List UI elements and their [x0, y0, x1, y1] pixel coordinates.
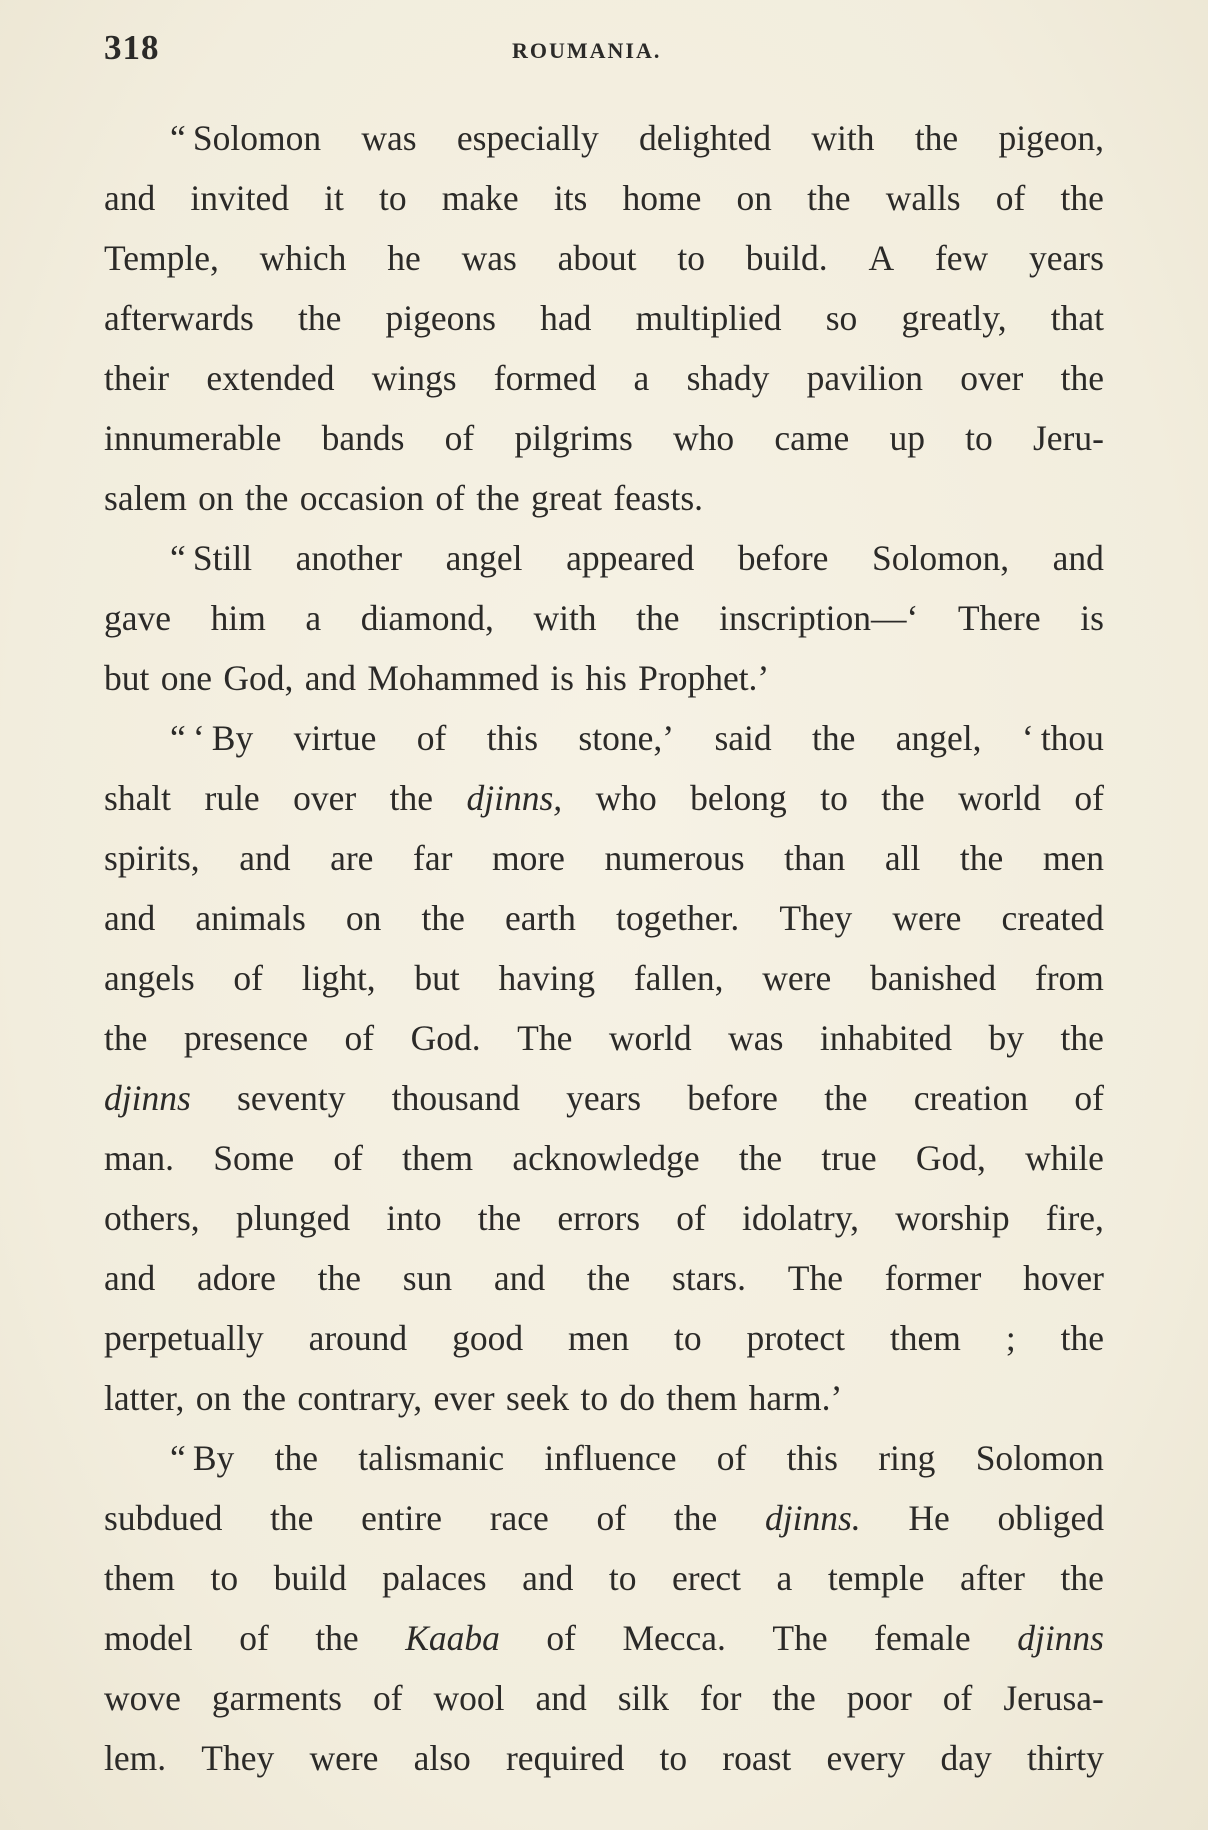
word: more [492, 838, 565, 878]
word: of [333, 1138, 363, 1178]
text-line [104, 1008, 1104, 1068]
word: the [315, 1618, 359, 1658]
word: God, [915, 1138, 986, 1178]
word: to [608, 1558, 637, 1598]
text-line [104, 1488, 1104, 1548]
word: the [807, 178, 851, 218]
word: their [104, 358, 170, 398]
word: occasion [299, 478, 424, 518]
word: had [540, 298, 592, 338]
word: to [673, 1318, 702, 1358]
word: up [889, 418, 925, 458]
word: pilgrims [514, 418, 633, 458]
word: after [959, 1558, 1025, 1598]
text-line [104, 108, 1104, 168]
text-line [104, 588, 1104, 648]
word: of [344, 1018, 375, 1058]
word: this [786, 1438, 838, 1478]
word: Kaaba [405, 1618, 500, 1658]
text-line [104, 948, 1104, 1008]
word: The [517, 1018, 573, 1058]
text-line [104, 1188, 1104, 1248]
word: the [317, 1258, 362, 1298]
word: pigeon, [998, 118, 1104, 158]
word: inhabited [819, 1018, 952, 1058]
word: were [892, 898, 962, 938]
word: great [531, 478, 602, 518]
word: The [772, 1618, 828, 1658]
word: plunged [235, 1198, 351, 1238]
word: God, [223, 658, 294, 698]
word: salem [104, 478, 187, 518]
word: them [104, 1558, 175, 1598]
word: the [586, 1258, 631, 1298]
word: Solomon, [872, 538, 1010, 578]
word: the [1060, 1558, 1104, 1598]
word: acknowledge [512, 1138, 700, 1178]
word: angel [445, 538, 523, 578]
word: protect [746, 1318, 846, 1358]
word: They [779, 898, 853, 938]
word: the [914, 118, 959, 158]
word: around [308, 1318, 408, 1358]
text-line [104, 708, 1104, 768]
word: to [659, 1738, 688, 1778]
word: the [1060, 358, 1104, 398]
word: Temple, [104, 238, 219, 278]
word: and [1052, 538, 1104, 578]
word: of [435, 478, 465, 518]
word: Mohammed [367, 658, 539, 698]
word: pavilion [806, 358, 923, 398]
word: and [304, 658, 356, 698]
word: latter, [104, 1378, 185, 1418]
word: errors [557, 1198, 641, 1238]
word: seek [506, 1378, 570, 1418]
word: on [345, 898, 382, 938]
word: having [498, 958, 596, 998]
page-number: 318 [104, 28, 160, 67]
word: years [566, 1078, 642, 1118]
text-line [104, 348, 1104, 408]
word: Some [213, 1138, 295, 1178]
word: the [389, 778, 434, 818]
word: “ Still [170, 538, 253, 578]
word: presence [183, 1018, 309, 1058]
text-line [104, 768, 1104, 828]
word: were [309, 1738, 379, 1778]
word: djinns [1017, 1618, 1104, 1658]
word: former [884, 1258, 982, 1298]
word: it [324, 178, 344, 218]
word: said [714, 718, 772, 758]
word: of [995, 178, 1026, 218]
word: while [1025, 1138, 1104, 1178]
word: perpetually [104, 1318, 264, 1358]
word: was [728, 1018, 784, 1058]
word: talismanic [358, 1438, 505, 1478]
word: “ Solomon [170, 118, 322, 158]
word: entire [361, 1498, 442, 1538]
word: true [821, 1138, 877, 1178]
word: and [522, 1558, 574, 1598]
word: to [210, 1558, 239, 1598]
word: but [104, 658, 150, 698]
word: build [273, 1558, 347, 1598]
word: of [444, 418, 475, 458]
word: worship [895, 1198, 1010, 1238]
word: to [965, 418, 993, 458]
word: palaces [382, 1558, 487, 1598]
word: adore [197, 1258, 276, 1298]
word: the [772, 1678, 816, 1718]
word: djinns [104, 1078, 191, 1118]
word: the [421, 898, 465, 938]
word: race [489, 1498, 549, 1538]
word: “ By [170, 1438, 235, 1478]
word: build. [745, 238, 828, 278]
text-line [104, 1128, 1104, 1188]
word: delighted [639, 118, 772, 158]
word: together. [615, 898, 740, 938]
word: men [1042, 838, 1104, 878]
text-line [104, 1608, 1104, 1668]
word: He [908, 1498, 950, 1538]
word: came [774, 418, 850, 458]
word: to [379, 178, 407, 218]
word: before [687, 1078, 778, 1118]
word: man. [104, 1138, 174, 1178]
word: hover [1023, 1258, 1104, 1298]
word: belong [690, 778, 787, 818]
word: the [673, 1498, 718, 1538]
word: Mecca. [622, 1618, 726, 1658]
word: Jerusa- [1003, 1678, 1104, 1718]
word: stars. [672, 1258, 746, 1298]
word: the [824, 1078, 868, 1118]
word: the [881, 778, 925, 818]
text-line [104, 648, 1104, 708]
word: especially [456, 118, 599, 158]
word: over [293, 778, 357, 818]
text-line [104, 1308, 1104, 1368]
page-header [104, 28, 1104, 78]
word: light, [301, 958, 376, 998]
word: erect [672, 1558, 742, 1598]
text-line [104, 168, 1104, 228]
word: spirits, [104, 838, 200, 878]
word: roast [722, 1738, 792, 1778]
word: contrary, [297, 1378, 423, 1418]
word: this [486, 718, 539, 758]
running-head: ROUMANIA. [512, 38, 662, 63]
text-line [104, 888, 1104, 948]
word: djinns. [764, 1498, 861, 1538]
word: the [1060, 1018, 1104, 1058]
word: of [546, 1618, 576, 1658]
word: stone,’ [578, 718, 675, 758]
word: every [826, 1738, 906, 1778]
word: home [622, 178, 702, 218]
word: from [1034, 958, 1104, 998]
word: greatly, [901, 298, 1007, 338]
text-line [104, 1068, 1104, 1128]
word: shady [686, 358, 770, 398]
word: one [160, 658, 212, 698]
word: Solomon [975, 1438, 1104, 1478]
word: are [330, 838, 374, 878]
word: but [414, 958, 460, 998]
word: of [1074, 1078, 1104, 1118]
word: by [988, 1018, 1024, 1058]
word: Jeru- [1032, 418, 1104, 458]
word: ; [1005, 1318, 1016, 1358]
word: and [104, 178, 156, 218]
word: world [608, 1018, 692, 1058]
word: feasts. [613, 478, 704, 518]
word: of [716, 1438, 747, 1478]
word: and [104, 1258, 156, 1298]
word: about [557, 238, 637, 278]
text-line [104, 828, 1104, 888]
word: banished [869, 958, 997, 998]
word: also [413, 1738, 471, 1778]
word: day [940, 1738, 992, 1778]
word: into [386, 1198, 442, 1238]
word: bands [321, 418, 405, 458]
word: him [210, 598, 266, 638]
word: them [666, 1378, 738, 1418]
text-line [104, 1548, 1104, 1608]
word: subdued [104, 1498, 223, 1538]
word: pigeons [385, 298, 496, 338]
word: djinns, [466, 778, 563, 818]
word: world [958, 778, 1041, 818]
word: earth [504, 898, 576, 938]
text-line [104, 288, 1104, 348]
word: do [619, 1378, 655, 1418]
word: of [676, 1198, 706, 1238]
word: rule [204, 778, 260, 818]
word: his [585, 658, 627, 698]
word: A [868, 238, 895, 278]
word: the [477, 1198, 522, 1238]
body-text [104, 108, 1104, 1788]
text-line [104, 1248, 1104, 1308]
word: obliged [997, 1498, 1104, 1538]
word: created [1001, 898, 1104, 938]
word: numerous [604, 838, 745, 878]
word: wings [371, 358, 457, 398]
word: temple [827, 1558, 925, 1598]
word: inscription—‘ [719, 598, 919, 638]
word: influence [544, 1438, 677, 1478]
word: creation [913, 1078, 1029, 1118]
word: a [633, 358, 650, 398]
word: sun [402, 1258, 453, 1298]
word: years [1029, 238, 1104, 278]
word: far [413, 838, 453, 878]
word: the [636, 598, 680, 638]
word: model [104, 1618, 193, 1658]
word: God. [410, 1018, 481, 1058]
word: shalt [104, 778, 172, 818]
word: them [402, 1138, 474, 1178]
word: the [812, 718, 856, 758]
word: men [567, 1318, 630, 1358]
text-line [104, 1368, 1104, 1428]
word: who [673, 418, 735, 458]
word: thousand [391, 1078, 520, 1118]
word: the [738, 1138, 783, 1178]
word: appeared [566, 538, 695, 578]
word: of [596, 1498, 627, 1538]
word: fallen, [633, 958, 724, 998]
word: angel, [895, 718, 982, 758]
word: and [239, 838, 291, 878]
word: ‘ thou [1021, 718, 1104, 758]
word: on [195, 1378, 232, 1418]
word: the [245, 478, 289, 518]
text-line [104, 468, 1104, 528]
word: the [1060, 178, 1104, 218]
word: them [889, 1318, 961, 1358]
word: gave [104, 598, 172, 638]
word: few [934, 238, 989, 278]
word: the [1060, 1318, 1104, 1358]
word: garments [211, 1678, 343, 1718]
word: diamond, [360, 598, 494, 638]
word: “ ‘ By [170, 718, 254, 758]
word: make [441, 178, 519, 218]
word: seventy [237, 1078, 346, 1118]
word: virtue [293, 718, 377, 758]
word: They [201, 1738, 275, 1778]
word: female [874, 1618, 971, 1658]
word: walls [885, 178, 961, 218]
word: to [820, 778, 848, 818]
word: angels [104, 958, 195, 998]
word: to [580, 1378, 609, 1418]
text-line [104, 1428, 1104, 1488]
word: is [1080, 598, 1104, 638]
text-line [104, 528, 1104, 588]
word: who [595, 778, 657, 818]
word: the [242, 1378, 286, 1418]
word: thirty [1026, 1738, 1104, 1778]
word: others, [104, 1198, 200, 1238]
word: to [677, 238, 705, 278]
word: over [960, 358, 1024, 398]
word: of [239, 1618, 269, 1658]
word: of [416, 718, 447, 758]
word: before [737, 538, 829, 578]
word: required [505, 1738, 625, 1778]
word: afterwards [104, 298, 254, 338]
word: which [259, 238, 347, 278]
word: a [776, 1558, 793, 1598]
word: the [104, 1018, 148, 1058]
word: its [553, 178, 588, 218]
word: on [736, 178, 773, 218]
word: extended [206, 358, 335, 398]
word: wool [433, 1678, 505, 1718]
word: were [762, 958, 832, 998]
word: the [297, 298, 342, 338]
word: was [361, 118, 417, 158]
word: lem. [104, 1738, 167, 1778]
word: with [811, 118, 875, 158]
word: and [104, 898, 156, 938]
word: ever [433, 1378, 495, 1418]
word: and [493, 1258, 546, 1298]
word: poor [846, 1678, 912, 1718]
word: the [959, 838, 1004, 878]
word: of [1074, 778, 1104, 818]
word: another [295, 538, 403, 578]
word: and [535, 1678, 587, 1718]
word: the [476, 478, 520, 518]
word: of [372, 1678, 403, 1718]
word: is [550, 658, 574, 698]
word: animals [195, 898, 306, 938]
word: fire, [1045, 1198, 1104, 1238]
word: he [387, 238, 421, 278]
word: innumerable [104, 418, 282, 458]
word: than [784, 838, 846, 878]
word: of [942, 1678, 973, 1718]
word: harm.’ [748, 1378, 843, 1418]
text-line [104, 1728, 1104, 1788]
word: good [452, 1318, 524, 1358]
word: was [461, 238, 517, 278]
word: There [957, 598, 1041, 638]
word: for [700, 1678, 742, 1718]
text-line [104, 228, 1104, 288]
word: wove [104, 1678, 181, 1718]
word: The [787, 1258, 843, 1298]
word: ring [878, 1438, 936, 1478]
word: on [198, 478, 234, 518]
word: formed [493, 358, 597, 398]
word: multiplied [635, 298, 782, 338]
word: a [305, 598, 322, 638]
word: so [825, 298, 858, 338]
word: with [533, 598, 597, 638]
word: all [884, 838, 921, 878]
text-line [104, 1668, 1104, 1728]
word: the [274, 1438, 318, 1478]
word: silk [617, 1678, 670, 1718]
text-line [104, 408, 1104, 468]
word: Prophet.’ [638, 658, 770, 698]
word: that [1050, 298, 1104, 338]
word: the [270, 1498, 314, 1538]
word: idolatry, [742, 1198, 860, 1238]
word: invited [190, 178, 290, 218]
word: of [233, 958, 263, 998]
